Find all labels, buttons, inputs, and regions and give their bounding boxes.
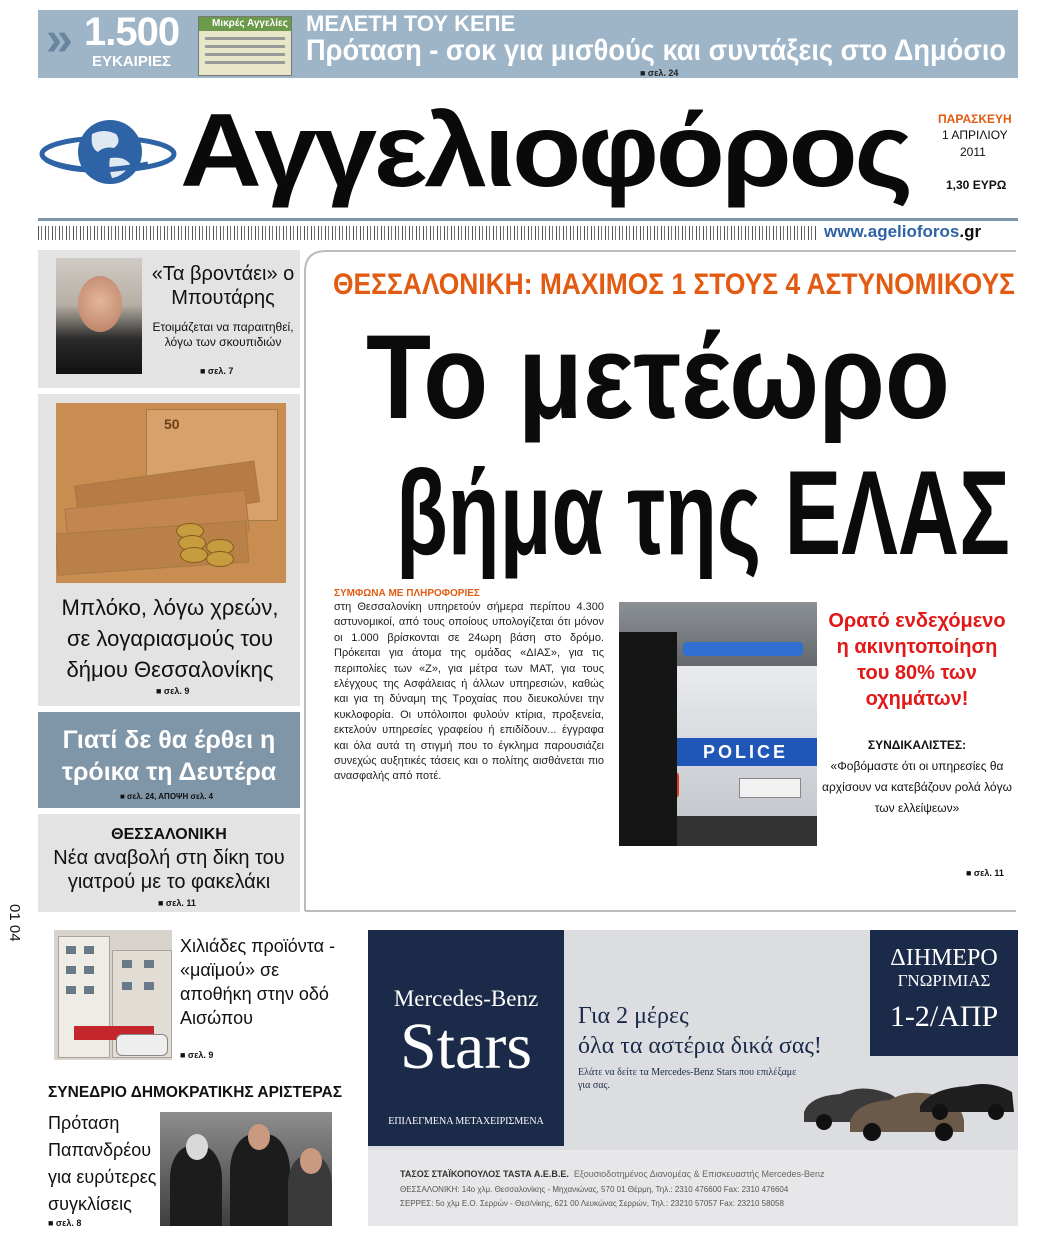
lead-headline-line2[interactable]: βήμα της ΕΛΑΣ: [396, 446, 1010, 580]
trial-headline: Νέα αναβολή στη δίκη του γιατρού με το φακελάκι: [53, 847, 285, 893]
ad-event-dates: 1-2/ΑΠΡ: [889, 1000, 999, 1033]
issue-date: 1 ΑΠΡΙΛΙΟΥ: [942, 128, 1008, 142]
banner-kicker: ΜΕΛΕΤΗ ΤΟΥ ΚΕΠΕ: [306, 11, 516, 36]
issue-day: ΠΑΡΑΣΚΕΥΗ: [938, 112, 1012, 126]
ad-dealer-description: Εξουσιοδοτημένος Διανομέας & Επισκευαστής Mercedes-Benz: [573, 1169, 825, 1179]
police-car-lettering: POLICE: [703, 742, 789, 762]
issue-year: 2011: [960, 145, 986, 159]
boutaris-title: «Τα βροντάει» ο Μπουτάρης: [151, 263, 295, 309]
lead-headline-line1[interactable]: Το μετέωρο: [366, 310, 950, 444]
classifieds-thumbnail[interactable]: [198, 16, 292, 76]
ad-address-thessaloniki: ΘΕΣΣΑΛΟΝΙΚΗ: 14ο χλμ. Θεσσαλονίκης - Μηχανιώνας, 570 01 Θέρμη, Τηλ.: 2310 476600 Fax: 2310 476604: [400, 1185, 789, 1194]
ad-event-line2: ΓΝΩΡΙΜΙΑΣ: [897, 971, 991, 990]
classifieds-thumbnail-title: Μικρές Αγγελίες: [199, 17, 291, 31]
banner-page-ref: ■ σελ. 24: [640, 68, 679, 78]
counterfeit-page-ref: ■ σελ. 9: [180, 1050, 214, 1060]
masthead-rule: [38, 218, 1018, 221]
website-tld: .gr: [959, 222, 982, 241]
ad-dealer-name: ΤΑΣΟΣ ΣΤΑΪΚΟΠΟΥΛΟΣ TASTA Α.Ε.Β.Ε. Εξουσιοδοτημένος Διανομέας & Επισκευαστής Mercedes-Benz: [400, 1169, 825, 1179]
debts-headline: Μπλόκο, λόγω χρεών, σε λογαριασμούς του δήμου Θεσσαλονίκης: [61, 595, 279, 682]
banner-count: 1.500: [84, 10, 180, 54]
vehicles-alert: Ορατό ενδεχόμενο η ακινητοποίηση του 80% των οχημάτων!: [828, 610, 1006, 710]
mercedes-cars-image: [800, 1066, 1018, 1146]
troika-headline: Γιατί δε θα έρθει η τρόικα τη Δευτέρα: [61, 726, 277, 786]
police-car-photo: [619, 602, 817, 846]
boutaris-subtitle: Ετοιμάζεται να παραιτηθεί, λόγω των σκουπιδιών: [152, 320, 294, 349]
ad-event-line1: ΔΙΗΜΕΡΟ: [890, 945, 998, 971]
website-link[interactable]: [824, 222, 981, 242]
lead-kicker: ΘΕΣΣΑΛΟΝΙΚΗ: ΜΑΧΙΜΟΣ 1 ΣΤΟΥΣ 4 ΑΣΤΥΝΟΜΙΚΟΥΣ: [333, 268, 1015, 301]
chevron-right-icon: »: [46, 13, 59, 66]
trial-page-ref: ■ σελ. 11: [158, 898, 196, 908]
ad-stars-wordmark: Stars: [400, 1010, 532, 1083]
lead-body-kicker: ΣΥΜΦΩΝΑ ΜΕ ΠΛΗΡΟΦΟΡΙΕΣ: [334, 588, 480, 599]
edge-date: 01 04: [6, 904, 23, 942]
troika-page-ref: ■ σελ. 24, ΑΠΟΨΗ σελ. 4: [120, 792, 214, 801]
ad-brand: Mercedes-Benz: [393, 986, 539, 1011]
website-main: www.agelioforos: [824, 222, 960, 241]
congress-photo: [160, 1112, 332, 1226]
masthead-title[interactable]: Αγγελιοφόρος: [180, 93, 910, 209]
congress-headline[interactable]: Πρόταση Παπανδρέου για ευρύτερες συγκλίσεις: [48, 1113, 157, 1214]
debts-page-ref: ■ σελ. 9: [156, 686, 190, 696]
unionists-kicker: ΣΥΝΔΙΚΑΛΙΣΤΕΣ:: [867, 738, 967, 752]
congress-kicker: ΣΥΝΕΔΡΙΟ ΔΗΜΟΚΡΑΤΙΚΗΣ ΑΡΙΣΤΕΡΑΣ: [48, 1084, 342, 1101]
lead-page-ref: ■ σελ. 11: [966, 868, 1004, 878]
ad-slogan-line2: όλα τα αστέρια δικά σας!: [578, 1033, 822, 1059]
globe-logo-icon: [38, 112, 178, 192]
ad-address-serres: ΣΕΡΡΕΣ: 5ο χλμ Ε.Ο. Σερρών - Θεσ/νίκης, 621 00 Λευκώνας Σερρών, Τηλ.: 23210 57057 Fax: 23210 58058: [400, 1199, 784, 1208]
banner-count-label: ΕΥΚΑΙΡΙΕΣ: [92, 53, 172, 70]
unionists-quote: «Φοβόμαστε ότι οι υπηρεσίες θα αρχίσουν να κατεβάζουν ρολά λόγω των ελλείψεων»: [822, 759, 1012, 815]
ad-slogan-line1: Για 2 μέρες: [578, 1003, 689, 1029]
ad-subtitle: ΕΠΙΛΕΓΜΕΝΑ ΜΕΤΑΧΕΙΡΙΣΜΕΝΑ: [388, 1116, 544, 1127]
boutaris-portrait: [56, 258, 142, 374]
counterfeit-headline[interactable]: Χιλιάδες προϊόντα - «μαϊμού» σε αποθήκη στην οδό Αισώπου: [180, 936, 336, 1028]
ad-invitation: Ελάτε να δείτε τα Mercedes-Benz Stars που επιλέξαμε για σας.: [578, 1067, 797, 1091]
trial-kicker: ΘΕΣΣΑΛΟΝΙΚΗ: [111, 826, 227, 843]
congress-page-ref: ■ σελ. 8: [48, 1218, 82, 1228]
warehouse-photo: [54, 930, 172, 1060]
barcode-strip: [38, 226, 818, 240]
lead-body-text: στη Θεσσαλονίκη υπηρετούν σήμερα περίπου 4.300 αστυνομικοί, από τους οποίους υπολογίζεται ότι μόνον οι 1.000 βρίσκονται σε 24ωρη βάση στο δρόμο. Πρόκειται για άτομα της ομάδας «ΔΙΑΣ», για τις περιπολίες των «Ζ», για μέτρα των ΜΑΤ, για τους ελέγχους της Ασφάλειας ή άλλων υπηρεσιών, καθώς και για τη δύναμη της Τροχαίας που διευκολύνει την κυκλοφορία. Οι υπόλοιποι φυλούν κτίρια, προξενεία, εκτελούν υπηρεσίες γραφείου ή επιδίδουν... έγγραφα και όλα αυτά τη στιγμή που το έγκλημα παρουσιάζει συνεχώς αυξητικές τάσεις και ο πολίτης αισθάνεται πιο ανασφαλής από ποτέ.: [334, 601, 604, 783]
boutaris-page-ref: ■ σελ. 7: [200, 366, 234, 376]
issue-price: 1,30 ΕΥΡΩ: [946, 178, 1007, 192]
banner-headline[interactable]: Πρόταση - σοκ για μισθούς και συντάξεις στο Δημόσιο: [306, 34, 1006, 67]
euro-money-photo: 50: [56, 403, 286, 583]
